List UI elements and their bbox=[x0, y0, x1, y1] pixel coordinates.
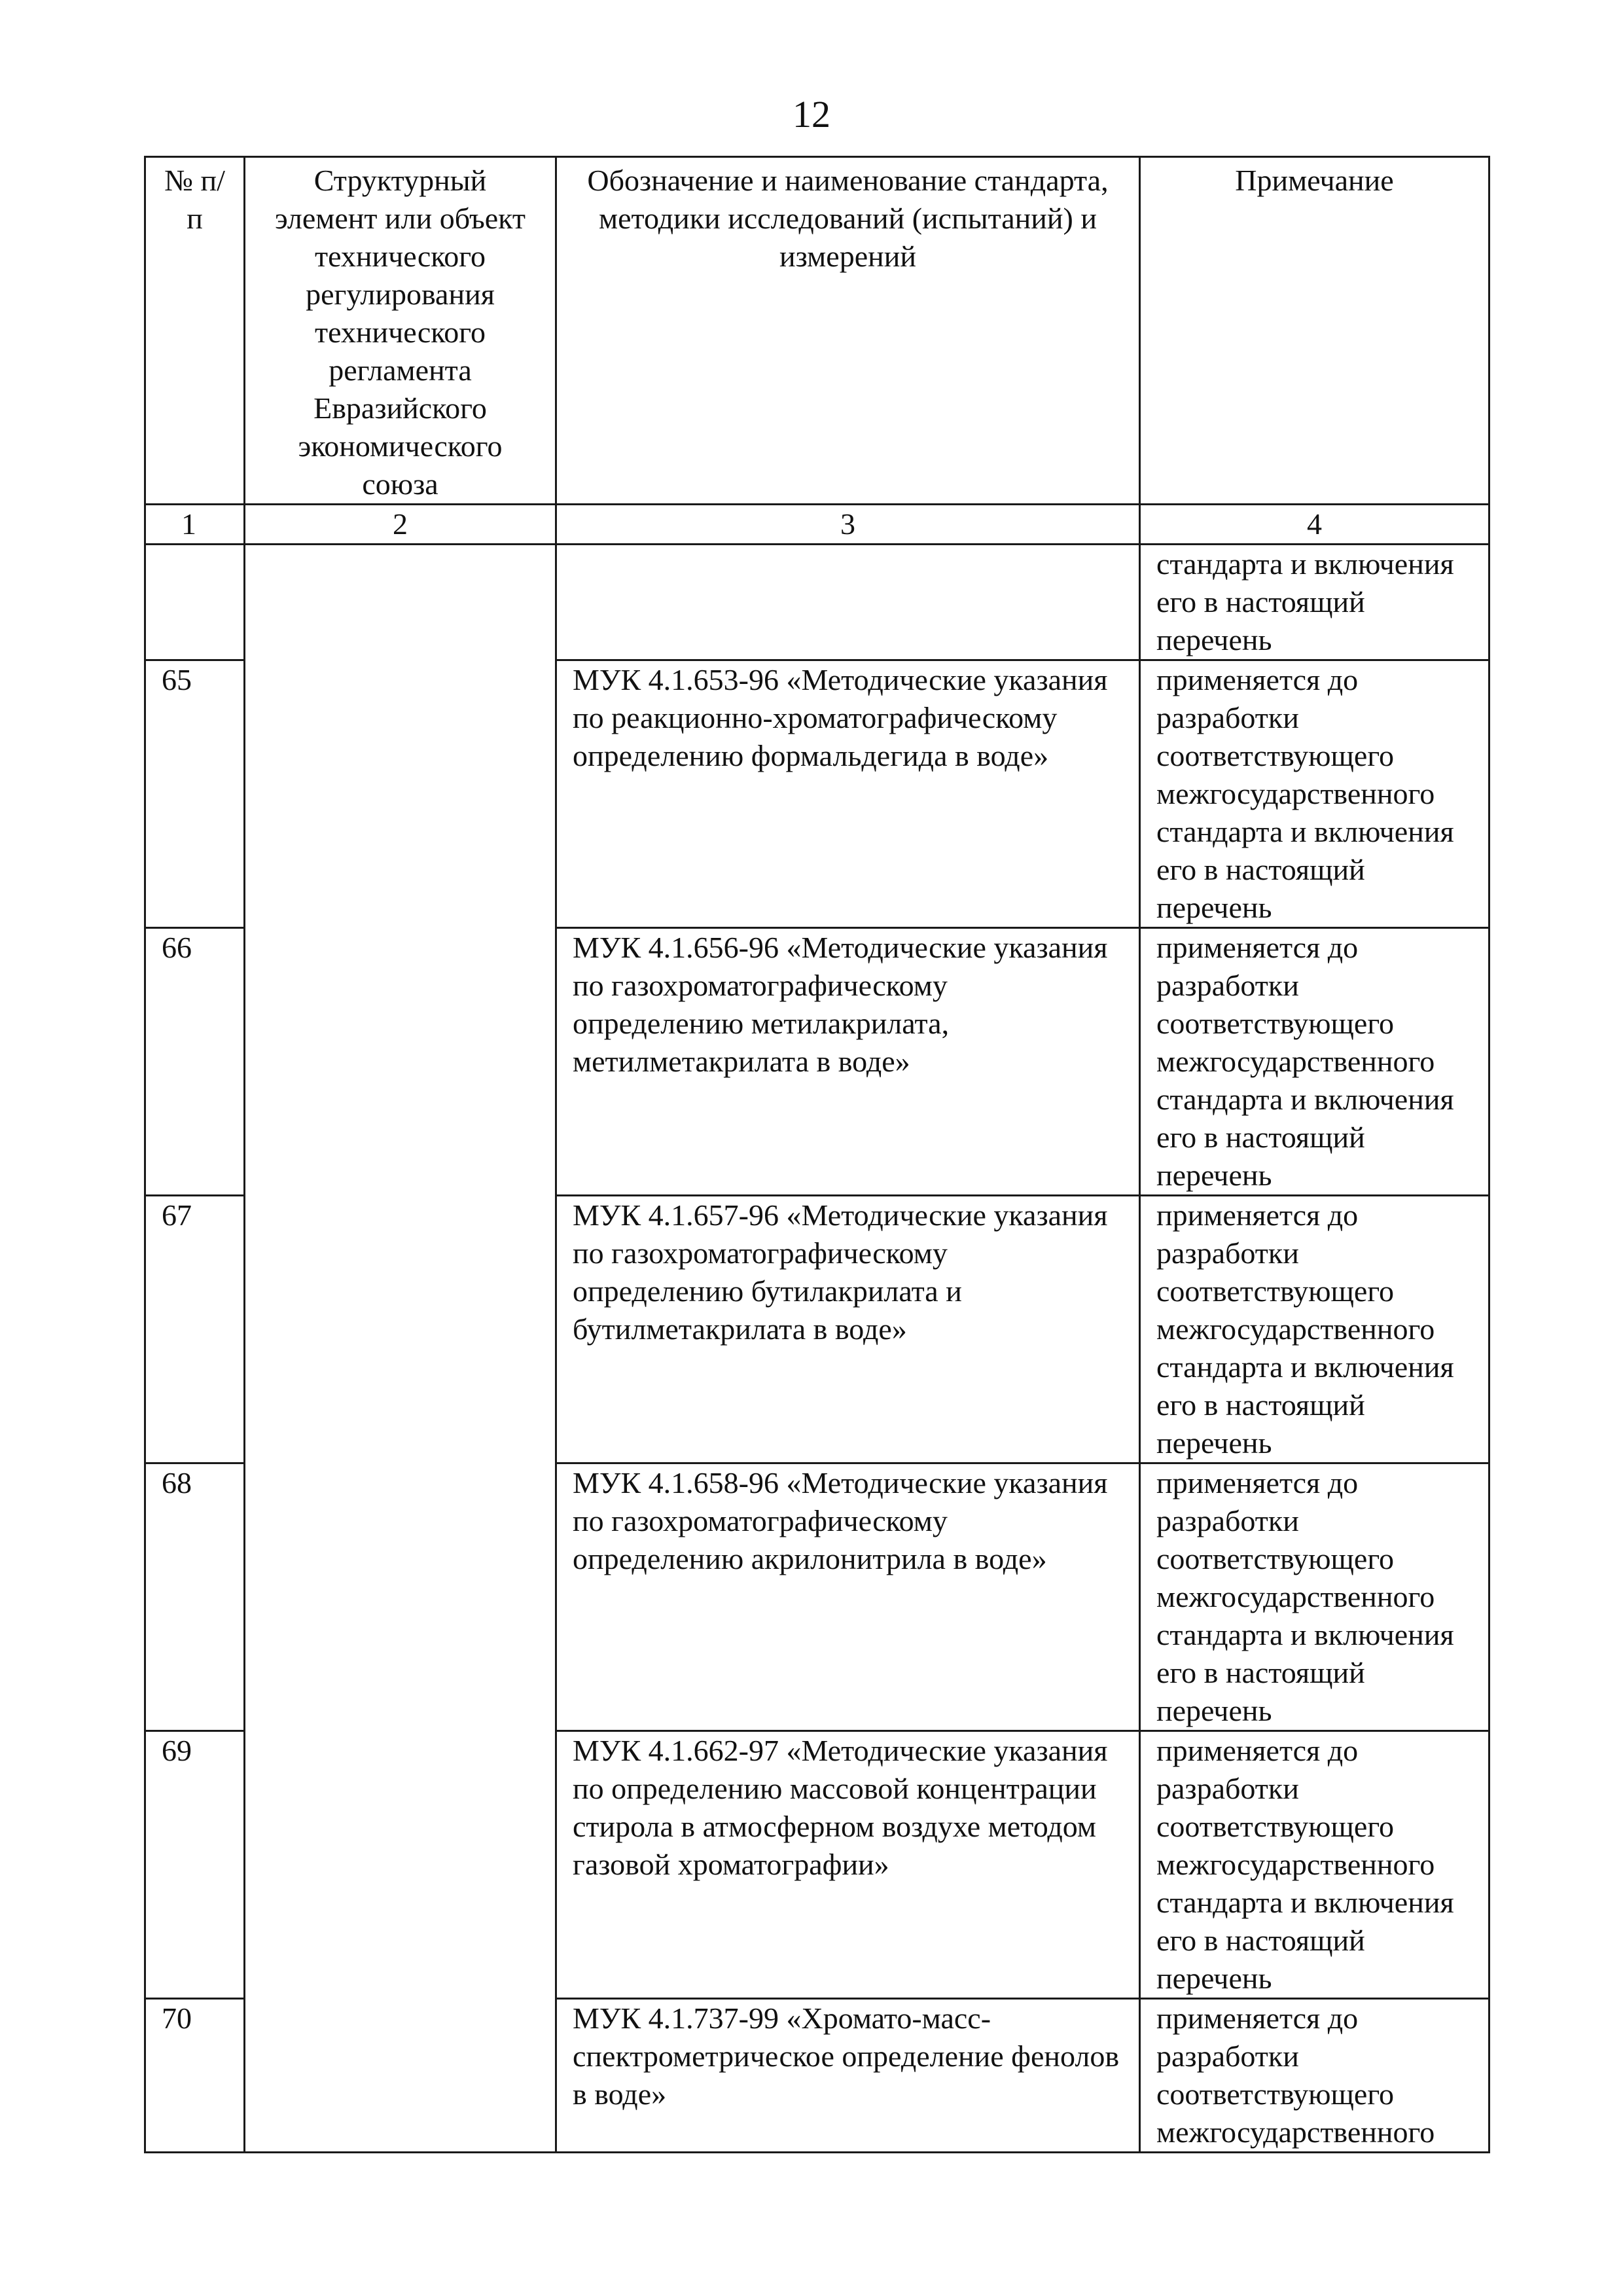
row-number-empty bbox=[145, 545, 245, 660]
header-number: № п/п bbox=[145, 157, 245, 505]
note-cell: применяется до разработки соответствующего межгосударственного стандарта и включения его в настоящий перечень bbox=[1140, 1731, 1489, 1999]
standard-cell: МУК 4.1.653-96 «Методические указания по реакционно-хроматографическому определению формальдегида в воде» bbox=[556, 660, 1140, 928]
row-number: 66 bbox=[145, 928, 245, 1196]
note-cell: применяется до разработки соответствующего межгосударственного стандарта и включения его в настоящий перечень bbox=[1140, 1463, 1489, 1731]
column-number: 2 bbox=[245, 505, 556, 545]
header-standard: Обозначение и наименование стандарта, методики исследований (испытаний) и измерений bbox=[556, 157, 1140, 505]
structural-element-cell bbox=[245, 545, 556, 2153]
row-number: 70 bbox=[145, 1999, 245, 2153]
note-cell: применяется до разработки соответствующего межгосударственного стандарта и включения его в настоящий перечень bbox=[1140, 660, 1489, 928]
note-cell: применяется до разработки соответствующего межгосударственного bbox=[1140, 1999, 1489, 2153]
page-number: 12 bbox=[793, 93, 830, 135]
row-number: 68 bbox=[145, 1463, 245, 1731]
standard-cell: МУК 4.1.657-96 «Методические указания по газохроматографическому определению бутилакрилата и бутилметакрилата в воде» bbox=[556, 1196, 1140, 1463]
note-cell: применяется до разработки соответствующего межгосударственного стандарта и включения его в настоящий перечень bbox=[1140, 928, 1489, 1196]
column-number: 4 bbox=[1140, 505, 1489, 545]
row-number: 67 bbox=[145, 1196, 245, 1463]
standard-cell: МУК 4.1.737-99 «Хромато-масс-спектрометрическое определение фенолов в воде» bbox=[556, 1999, 1140, 2153]
continuation-row bbox=[145, 545, 1489, 660]
note-cell: стандарта и включения его в настоящий перечень bbox=[1140, 545, 1489, 660]
standard-cell: МУК 4.1.656-96 «Методические указания по газохроматографическому определению метилакрилата, метилметакрилата в воде» bbox=[556, 928, 1140, 1196]
column-number: 3 bbox=[556, 505, 1140, 545]
row-number: 69 bbox=[145, 1731, 245, 1999]
table-header-row bbox=[145, 157, 1489, 505]
column-number: 1 bbox=[145, 505, 245, 545]
column-number-row bbox=[145, 505, 1489, 545]
standards-table bbox=[144, 156, 1490, 2153]
note-cell: применяется до разработки соответствующего межгосударственного стандарта и включения его в настоящий перечень bbox=[1140, 1196, 1489, 1463]
standard-cell: МУК 4.1.662-97 «Методические указания по определению массовой концентрации стирола в атмосферном воздухе методом газовой хроматографии» bbox=[556, 1731, 1140, 1999]
header-structural-element: Структурный элемент или объект технического регулирования технического регламента Евразийского экономического союза bbox=[245, 157, 556, 505]
row-number: 65 bbox=[145, 660, 245, 928]
standard-cell: МУК 4.1.658-96 «Методические указания по газохроматографическому определению акрилонитрила в воде» bbox=[556, 1463, 1140, 1731]
standard-cell-empty bbox=[556, 545, 1140, 660]
header-note: Примечание bbox=[1140, 157, 1489, 505]
